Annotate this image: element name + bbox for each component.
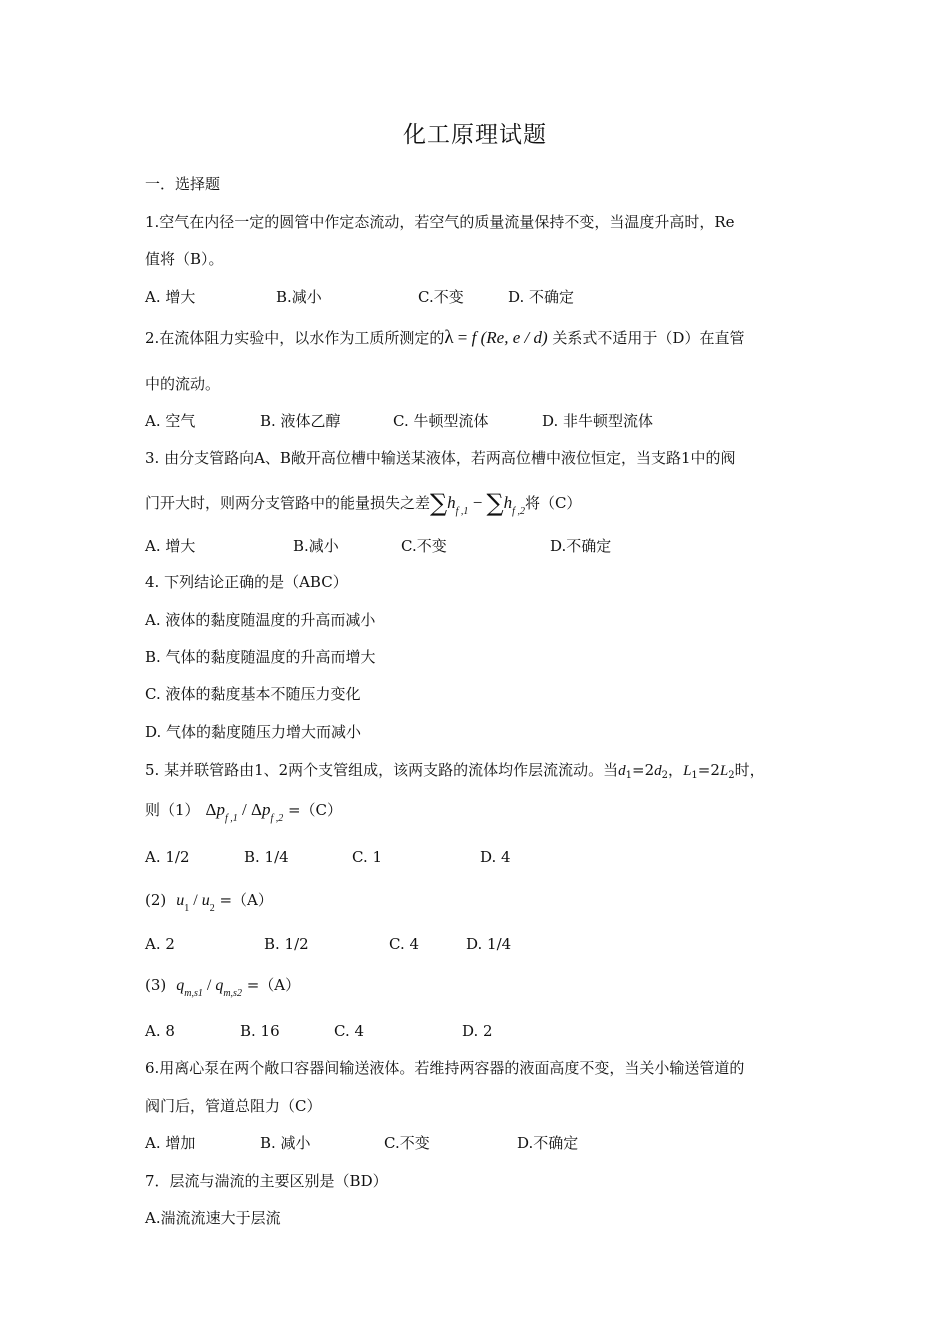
q5-L2: L bbox=[719, 763, 729, 779]
q3-sub1: f ,1 bbox=[455, 506, 469, 517]
q5-part1-formula bbox=[206, 800, 284, 823]
delta-symbol: Δ bbox=[205, 800, 217, 819]
q5-p1-option-b: B. 1/4 bbox=[244, 848, 289, 866]
q6-option-b: B. 减小 bbox=[260, 1134, 311, 1152]
q5-L2-sub: 2 bbox=[728, 770, 735, 781]
q5-p2-option-a: A. 2 bbox=[145, 935, 175, 953]
q5-p3-option-d: D. 2 bbox=[462, 1022, 493, 1040]
q5-line1 bbox=[145, 760, 765, 783]
q5-part2 bbox=[145, 890, 273, 913]
q2-formula bbox=[444, 328, 547, 348]
q5-part2-post: =（A） bbox=[214, 891, 273, 909]
q5-d2: d bbox=[654, 763, 662, 779]
q5-slash1: / bbox=[237, 800, 251, 819]
q7-item-a: A.湍流流速大于层流 bbox=[145, 1209, 281, 1227]
q4-item-c: C. 液体的黏度基本不随压力变化 bbox=[145, 685, 361, 703]
q6-line1: 6.用离心泵在两个敞口容器间输送液体。若维持两容器的液面高度不变，当关小输送管道的 bbox=[145, 1059, 745, 1077]
q3-minus: − bbox=[468, 493, 487, 512]
q5-p2-option-b: B. 1/2 bbox=[264, 935, 309, 953]
q3-h1: h bbox=[447, 493, 456, 512]
q3-sub2: f ,2 bbox=[512, 506, 525, 517]
q5-p3-option-c: C. 4 bbox=[334, 1022, 365, 1040]
q6-option-a: A. 增加 bbox=[145, 1134, 196, 1152]
q6-option-d: D.不确定 bbox=[517, 1134, 579, 1152]
q5-part1-post: =（C） bbox=[283, 801, 343, 819]
q5-p2-option-c: C. 4 bbox=[389, 935, 420, 953]
lambda-symbol: λ bbox=[444, 327, 454, 348]
q5-u2-sub: 2 bbox=[209, 903, 215, 914]
q3-line2 bbox=[145, 490, 581, 516]
q3-text-post: 将（C） bbox=[524, 494, 582, 512]
q5-end: 时， bbox=[734, 761, 765, 779]
q3-option-a: A. 增大 bbox=[145, 537, 196, 555]
q5-d-sub: 1 bbox=[625, 770, 633, 781]
q5-eq2: =2 bbox=[697, 761, 720, 779]
q5-p1-option-d: D. 4 bbox=[480, 848, 511, 866]
sigma-symbol: ∑ bbox=[430, 489, 448, 517]
q4-stem: 4. 下列结论正确的是（ABC） bbox=[145, 573, 348, 591]
q4-item-b: B. 气体的黏度随温度的升高而增大 bbox=[145, 648, 376, 666]
q5-p3-option-a: A. 8 bbox=[145, 1022, 175, 1040]
q5-p2-sub: f ,2 bbox=[270, 813, 284, 824]
q5-part1-pre: 则（1） bbox=[145, 801, 200, 819]
q5-q2-sub: m,s2 bbox=[223, 988, 242, 999]
q5-part3 bbox=[145, 975, 300, 998]
q1-option-d: D. 不确定 bbox=[508, 288, 575, 306]
delta-symbol: Δ bbox=[251, 800, 262, 819]
q2-text-pre: 2.在流体阻力实验中，以水作为工质所测定的 bbox=[145, 329, 445, 347]
q1-option-c: C.不变 bbox=[418, 288, 464, 306]
q5-q1-sub: m,s1 bbox=[184, 988, 203, 999]
q3-h2: h bbox=[503, 493, 513, 512]
q2-option-c: C. 牛顿型流体 bbox=[393, 412, 489, 430]
q2-option-d: D. 非牛顿型流体 bbox=[542, 412, 654, 430]
q3-line1: 3. 由分支管路向A、B敞开高位槽中输送某液体，若两高位槽中液位恒定，当支路1中的阀 bbox=[145, 449, 736, 467]
q5-slash2: / bbox=[189, 892, 202, 909]
q2-option-a: A. 空气 bbox=[145, 412, 196, 430]
q5-L-sub: 1 bbox=[691, 770, 698, 781]
q1-line2: 值将（B）。 bbox=[145, 250, 224, 268]
q5-u1: u bbox=[176, 892, 185, 909]
q5-part3-formula bbox=[176, 976, 242, 998]
q2-option-b: B. 液体乙醇 bbox=[260, 412, 341, 430]
section-heading: 一．选择题 bbox=[145, 175, 221, 193]
q5-slash3: / bbox=[202, 977, 216, 994]
q5-part2-formula bbox=[176, 891, 214, 913]
q5-part3-pre: (3) bbox=[145, 976, 167, 994]
q5-u1-sub: 1 bbox=[184, 903, 190, 914]
q4-item-d: D. 气体的黏度随压力增大而减小 bbox=[145, 723, 362, 741]
q5-part1 bbox=[145, 800, 342, 823]
q5-eq1: =2 bbox=[632, 761, 655, 779]
q5-L: L bbox=[683, 763, 692, 779]
q5-p1-option-c: C. 1 bbox=[352, 848, 383, 866]
sigma-symbol: ∑ bbox=[486, 489, 504, 517]
document-title: 化工原理试题 bbox=[403, 122, 547, 148]
q5-p2-option-d: D. 1/4 bbox=[466, 935, 512, 953]
q4-item-a: A. 液体的黏度随温度的升高而减小 bbox=[145, 611, 376, 629]
q6-line2: 阀门后，管道总阻力（C） bbox=[145, 1097, 322, 1115]
q3-option-d: D.不确定 bbox=[550, 537, 612, 555]
q2-line1 bbox=[145, 328, 744, 348]
q3-formula bbox=[430, 490, 525, 516]
q3-text-pre: 门开大时，则两分支管路中的能量损失之差 bbox=[145, 494, 431, 512]
q1-option-b: B.减小 bbox=[276, 288, 322, 306]
q5-q2: q bbox=[215, 977, 224, 994]
q2-formula-f: f bbox=[471, 328, 477, 347]
q5-d2-sub: 2 bbox=[661, 770, 669, 781]
q1-line1: 1.空气在内径一定的圆管中作定态流动，若空气的质量流量保持不变，当温度升高时，Re bbox=[145, 213, 735, 231]
q6-option-c: C.不变 bbox=[384, 1134, 430, 1152]
q5-p1-option-a: A. 1/2 bbox=[145, 848, 190, 866]
q5-sep: ， bbox=[668, 761, 684, 779]
q3-option-b: B.减小 bbox=[293, 537, 339, 555]
q7-stem: 7．层流与湍流的主要区别是（BD） bbox=[145, 1172, 388, 1190]
q5-part3-post: =（A） bbox=[241, 976, 301, 994]
q5-p1-sub: f ,1 bbox=[224, 813, 238, 824]
q5-p1: p bbox=[216, 800, 225, 819]
q2-text-post: 关系式不适用于（D）在直管 bbox=[547, 329, 745, 347]
q5-d: d bbox=[618, 763, 626, 779]
q5-q1: q bbox=[176, 977, 185, 994]
q1-option-a: A. 增大 bbox=[145, 288, 196, 306]
q3-option-c: C.不变 bbox=[401, 537, 447, 555]
q2-formula-eq: = bbox=[453, 328, 472, 347]
q5-text-pre: 5. 某并联管路由1、2两个支管组成，该两支路的流体均作层流流动。当 bbox=[145, 761, 619, 779]
q5-u2: u bbox=[201, 892, 210, 909]
q5-p2: p bbox=[261, 800, 271, 819]
q2-formula-args: (Re, e / d) bbox=[476, 328, 548, 347]
q5-p3-option-b: B. 16 bbox=[240, 1022, 280, 1040]
q5-part2-pre: (2) bbox=[145, 891, 167, 909]
q2-line2: 中的流动。 bbox=[145, 375, 221, 393]
